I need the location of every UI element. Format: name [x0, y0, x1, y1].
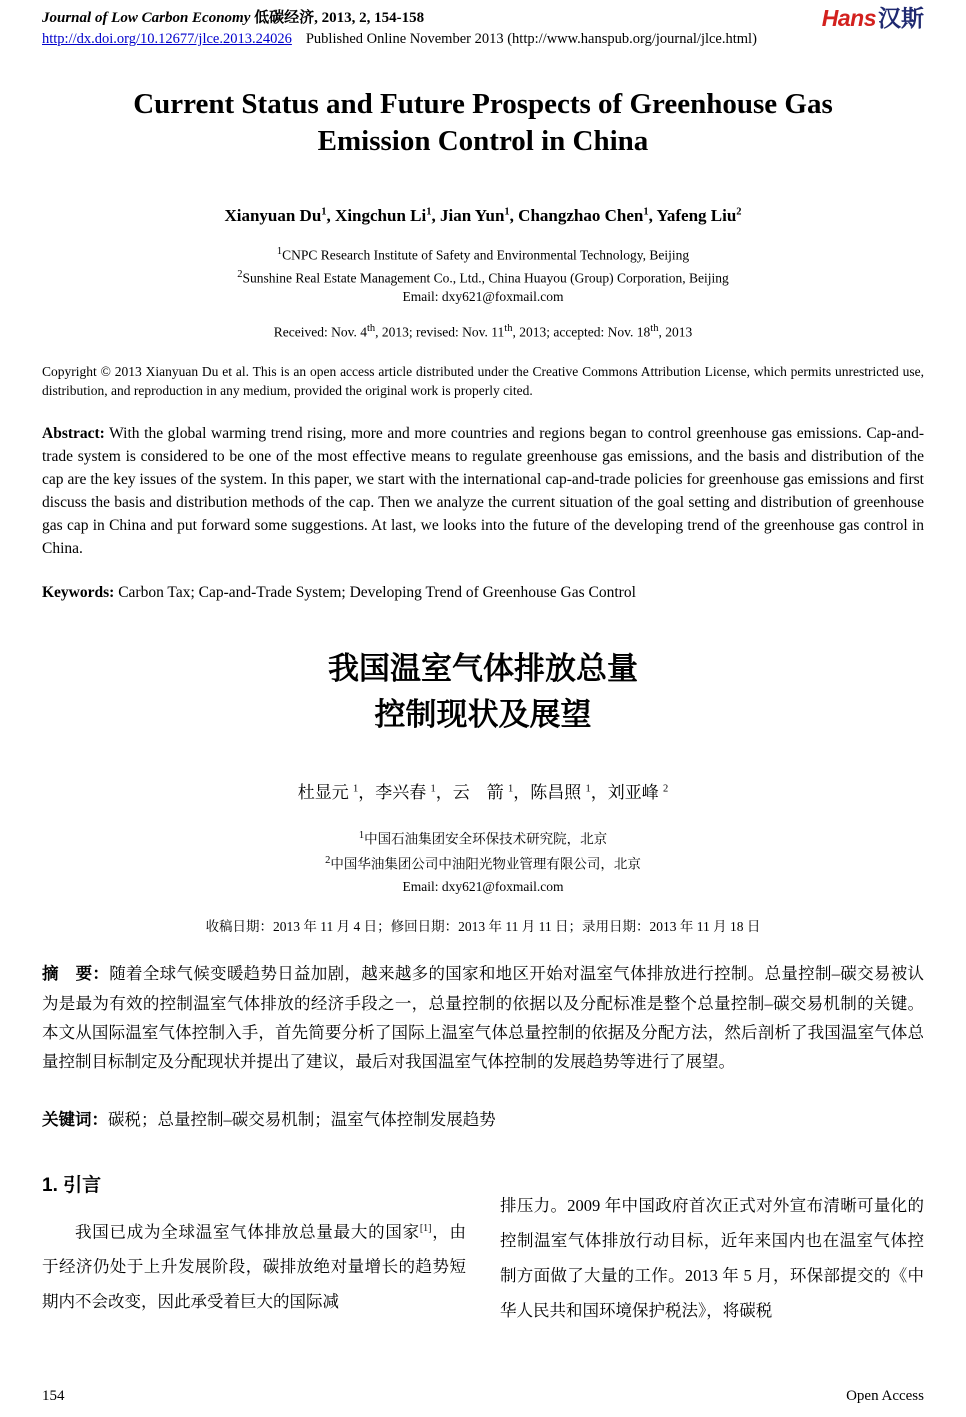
- authors-cn: [42, 778, 924, 803]
- abstract-text: With the global warming trend rising, more and more countries and regions began to control greenhouse gas emissions. Cap-and-trade system is considered to be one of the most effective means to regulate greenhouse gas emissions, and the basis and distribution of the cap are the key issues of the system. In this paper, we start with the international cap-and-trade policies for greenhouse gas emissions and first discuss the basis and distribution methods of the cap. Then we analyze the current situation of the goal setting and distribution of greenhouse gas cap in China and put forward some suggestions. At last, we looks into the future of the developing trend of the greenhouse gas control in China.: [42, 424, 924, 557]
- author: 陈昌照 $^1$，: [530, 782, 608, 802]
- open-access-label: Open Access: [846, 1388, 924, 1404]
- abstract-cn-text: 随着全球气候变暖趋势日益加剧，越来越多的国家和地区开始对温室气体排放进行控制。总量控制–碳交易被认为是最为有效的控制温室气体排放的经济手段之一，总量控制的依据以及分配标准是整个总量控制–碳交易机制的关键。本文从国际温室气体控制入手，首先简要分析了国际上温室气体总量控制的依据及分配方法，然后剖析了我国温室气体总量控制目标制定及分配现状并提出了建议，最后对我国温室气体控制的发展趋势等进行了展望。: [42, 963, 925, 1071]
- affiliation-line: $^1$CNPC Research Institute of Safety and Environmental Technology, Beijing: [276, 246, 690, 263]
- authors-en: [42, 206, 924, 226]
- intro-right-column: [500, 1170, 924, 1328]
- abstract-cn: [42, 959, 924, 1076]
- affiliation-line: $^2$中国华油集团公司中油阳光物业管理有限公司，北京: [325, 855, 641, 872]
- page-number: 154: [42, 1388, 65, 1404]
- intro-left-text: 我国已成为全球温室气体排放总量最大的国家[1]，由于经济仍处于上升发展阶段，碳排放绝对量增长的趋势短期内不会改变，因此承受着巨大的国际减: [42, 1222, 466, 1311]
- keywords-text: Carbon Tax; Cap-and-Trade System; Developing Trend of Greenhouse Gas Control: [118, 583, 636, 601]
- email-line: Email: dxy621@foxmail.com: [402, 878, 564, 894]
- author: Jian Yun$^1$,: [439, 206, 519, 225]
- article-title-cn: [42, 646, 924, 738]
- abstract-en: [42, 422, 924, 560]
- author: 云 箭 $^1$，: [452, 782, 531, 802]
- article-title-line1: Current Status and Future Prospects of Greenhouse Gas: [133, 88, 833, 120]
- article-title-line2: Emission Control in China: [317, 125, 649, 157]
- affiliations-en: [42, 242, 924, 306]
- hans-publisher-logo: [822, 6, 924, 31]
- keywords-cn-text: 碳税；总量控制–碳交易机制；温室气体控制发展趋势: [108, 1109, 496, 1129]
- keywords-label: Keywords:: [42, 583, 115, 601]
- journal-header: [42, 6, 924, 48]
- page-footer: [42, 1388, 924, 1405]
- received-dates-cn: 收稿日期：2013 年 11 月 4 日；修回日期：2013 年 11 月 11 日；录用日期：2013 年 11 月 18 日: [205, 918, 761, 934]
- intro-left-column: [42, 1170, 466, 1328]
- author: Xianyuan Du$^1$,: [224, 206, 336, 225]
- author: 杜显元 $^1$，: [297, 782, 376, 802]
- affiliations-cn: [42, 825, 924, 898]
- abstract-label: Abstract:: [42, 424, 105, 442]
- intro-right-text: 排压力。2009 年中国政府首次正式对外宣布清晰可量化的控制温室气体排放行动目标，近年来国内也在温室气体控制方面做了大量的工作。2013 年 5 月，环保部提交的《中华人民共和国环境保护税法》，将碳税: [500, 1195, 924, 1320]
- doi-line: [42, 31, 757, 48]
- copyright-notice: Copyright © 2013 Xianyuan Du et al. This is an open access article distributed under the Creative Commons Attribution License, which permits unrestricted use, distribution, and reproduction in any medium, provided the original work is properly cited.: [42, 363, 924, 398]
- abstract-cn-label: 摘 要：: [42, 964, 110, 983]
- affiliation-line: $^1$中国石油集团安全环保技术研究院，北京: [358, 829, 608, 846]
- keywords-en: [42, 584, 924, 602]
- journal-header-left: [42, 6, 757, 48]
- author: Changzhao Chen$^1$,: [518, 206, 657, 225]
- author: 李兴春 $^1$，: [375, 782, 453, 802]
- article-title-cn-line1: 我国温室气体排放总量: [328, 650, 638, 686]
- journal-citation-line: [42, 6, 757, 27]
- citation-ref: [1]: [419, 1222, 432, 1234]
- doi-link[interactable]: http://dx.doi.org/10.12677/jlce.2013.24026: [42, 31, 292, 47]
- email-line: Email: dxy621@foxmail.com: [402, 289, 564, 304]
- journal-issue-info: 低碳经济, 2013, 2, 154-158: [250, 10, 425, 26]
- author: 刘亚峰 $^2$: [607, 782, 669, 802]
- keywords-cn: [42, 1106, 924, 1130]
- author: Yafeng Liu$^2$: [656, 206, 742, 225]
- intro-two-columns: [42, 1170, 924, 1328]
- section-heading: 1. 引言: [42, 1174, 102, 1196]
- keywords-cn-label: 关键词：: [42, 1110, 108, 1129]
- article-title-en: [42, 86, 924, 160]
- journal-name: Journal of Low Carbon Economy: [42, 10, 251, 26]
- published-online-text: Published Online November 2013 (http://www.hanspub.org/journal/jlce.html): [305, 31, 757, 47]
- article-title-cn-line2: 控制现状及展望: [374, 696, 592, 732]
- author: Xingchun Li$^1$,: [335, 206, 440, 225]
- received-dates-en: Received: Nov. 4th, 2013; revised: Nov. 11th, 2013; accepted: Nov. 18th, 2013: [273, 323, 693, 340]
- hans-logo-text: Hans: [821, 5, 876, 31]
- affiliation-line: $^2$Sunshine Real Estate Management Co., Ltd., China Huayou (Group) Corporation, Beijing: [237, 268, 729, 285]
- hans-logo-chinese: 汉斯: [878, 5, 924, 31]
